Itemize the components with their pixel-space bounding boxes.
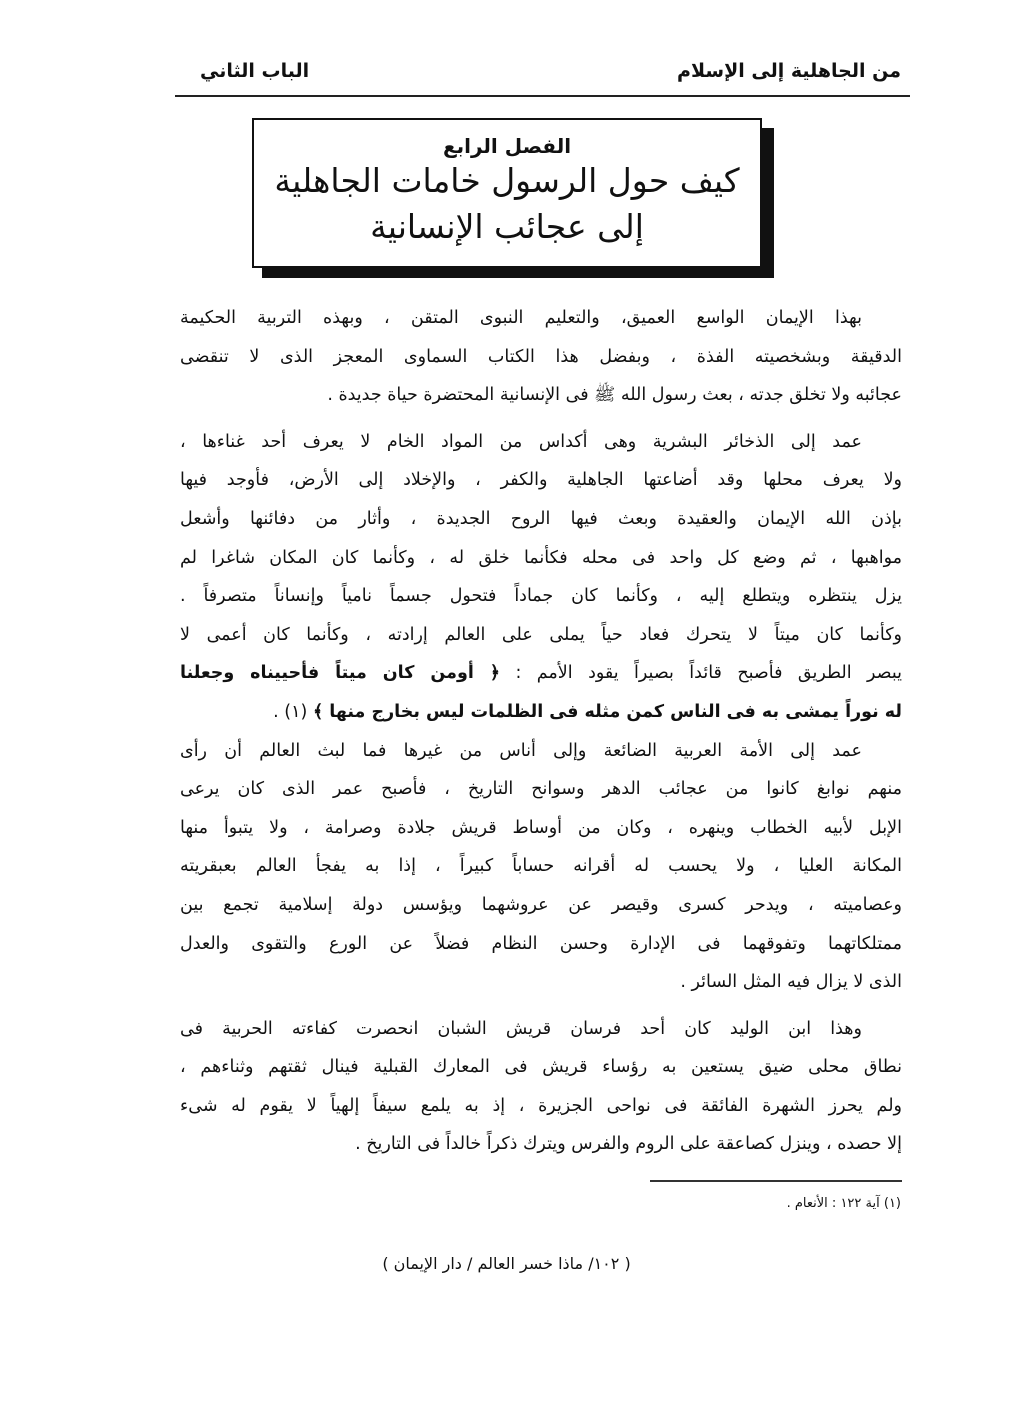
text-line: إلا حصده ، وينزل كصاعقة على الروم والفرس ويترك ذكراً خالداً فى التاريخ . [355,1134,902,1155]
running-header-book-title: من الجاهلية إلى الإسلام [677,60,901,82]
body-text [180,299,902,1164]
text-line: بإذن الله الإيمان والعقيدة وبعث فيها الروح الجديدة ، وأثار من دفائنها وأشعل [180,508,902,529]
page-footer: ( ١٠٢/ ماذا خسر العالم / دار الإيمان ) [382,1254,631,1273]
text-line: عمد إلى الأمة العربية الضائعة وإلى أناس من غيرها فما لبث العالم أن رأى [180,740,862,761]
footnote-ref: (١) . [273,701,308,722]
header-rule [175,95,910,97]
text-line: عمد إلى الذخائر البشرية وهى أكداس من المواد الخام لا يعرف أحد غناءها ، [180,431,862,452]
text-line: عجائبه ولا تخلق جدته ، بعث رسول الله ﷺ فى الإنسانية المحتضرة حياة جديدة . [327,385,902,406]
text-line: وعصاميته ، ويدحر كسرى وقيصر عن عروشهما ويؤسس دولة إسلامية تجمع بين [180,894,902,915]
footnote: (١) آية ١٢٢ : الأنعام . [786,1196,901,1211]
text-line: ممتلكاتهما وتفوقهما فى الإدارة وحسن النظام فضلاً عن الورع والتقوى والعدل [180,933,902,954]
running-header-part: الباب الثاني [200,60,310,82]
text-line: ولا يعرف محلها وقد أضاعتها الجاهلية والكفر ، والإخلاد إلى الأرض، فأوجد فيها [180,470,902,491]
chapter-title-line-1: كيف حول الرسول خامات الجاهلية [274,161,740,200]
text-line: الدقيقة وبشخصيته الفذة ، وبفضل هذا الكتاب السماوى المعجز الذى لا تنقضى [180,346,902,367]
text-line: نطاق محلى ضيق يستعين به رؤساء قريش فى المعارك القبلية فينال ثقتهم وثناءهم ، [180,1057,902,1078]
text-line: مواهبها ، ثم وضع كل واحد فى محله فكأنما خلق له ، وكأنما كان المكان شاغرا لم [180,547,902,568]
text-line: ولم يحرز الشهرة الفائقة فى نواحى الجزيرة ، إذ به يلمع سيفاً إلهياً لا يقوم له شىء [180,1095,902,1116]
text-line: منهم نوابغ كانوا من عجائب الدهر وسوانح التاريخ ، فأصبح عمر الذى كان يرعى [180,779,902,800]
text-line: الإبل لأبيه الخطاب وينهره ، وكان من أوساط قريش جلادة وصرامة ، ولا يتبوأ منها [180,817,902,838]
chapter-label: الفصل الرابع [442,134,572,158]
chapter-title-box [252,118,762,268]
quran-verse: له نوراً يمشى به فى الناس كمن مثله فى الظلمات ليس بخارج منها ﴾ [312,701,902,722]
quran-verse: ﴿ أومن كان ميتاً فأحييناه وجعلنا [180,663,501,684]
text-line [180,654,902,693]
text-line: المكانة العليا ، ولا يحسب له أقرانه حساباً كبيراً ، إذا به يفجأ العالم بعبقريته [180,856,902,877]
text-line [180,693,902,732]
text-line: وهذا ابن الوليد كان أحد فرسان قريش الشبان انحصرت كفاءته الحربية فى [180,1018,862,1039]
text-line: يزل ينتظره ويتطلع إليه ، وكأنما كان جماداً فتحول جسماً نامياً وإنساناً متصرفاً . [180,586,902,607]
text-line: بهذا الإيمان الواسع العميق، والتعليم النبوى المتقن ، وبهذه التربية الحكيمة [180,308,862,328]
chapter-title-line-2: إلى عجائب الإنسانية [370,207,644,246]
footnote-rule [650,1180,902,1182]
text-span: يبصر الطريق فأصبح قائداً بصيراً يقود الأمم : [515,663,902,684]
text-line: وكأنما كان ميتاً لا يتحرك فعاد حياً يملى على العالم إرادته ، وكأنما كان أعمى لا [180,624,902,645]
text-line: الذى لا يزال فيه المثل السائر . [680,972,902,993]
